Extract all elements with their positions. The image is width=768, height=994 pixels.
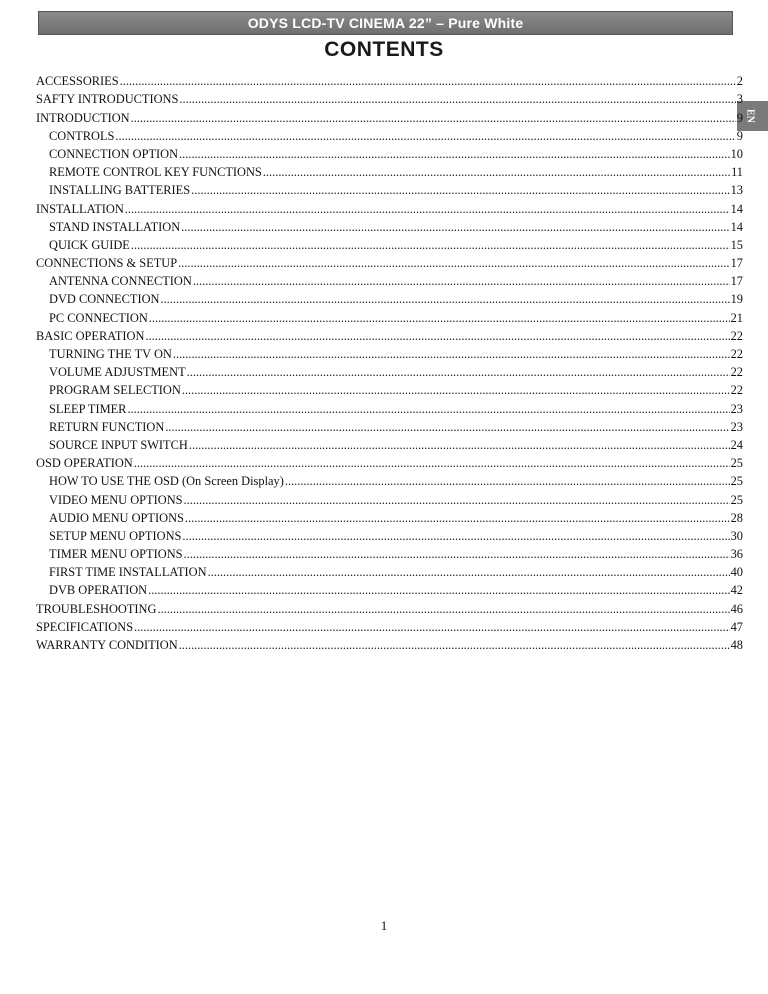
page-number: 1	[380, 918, 388, 933]
toc-entry-label: SETUP MENU OPTIONS	[49, 528, 182, 543]
toc-entry-page-number: 22	[730, 383, 743, 398]
toc-entry[interactable]	[36, 634, 743, 652]
toc-dot-leader	[181, 220, 729, 234]
toc-dot-leader	[178, 256, 729, 270]
toc-entry-page-number: 21	[730, 310, 743, 325]
toc-dot-leader	[185, 511, 730, 525]
toc-entry-label: DVB OPERATION	[49, 583, 148, 598]
toc-entry-label: PROGRAM SELECTION	[49, 383, 181, 398]
toc-entry-label: TURNING THE TV ON	[49, 347, 172, 361]
language-tab-label: EN	[744, 109, 756, 123]
toc-dot-leader	[157, 602, 729, 616]
toc-entry[interactable]	[36, 452, 743, 470]
toc-dot-leader	[187, 365, 730, 379]
toc-entry-page-number: 40	[730, 565, 743, 580]
toc-entry[interactable]	[36, 507, 743, 525]
toc-entry-label: VOLUME ADJUSTMENT	[49, 365, 186, 380]
toc-entry[interactable]	[36, 143, 743, 161]
toc-dot-leader	[131, 111, 736, 125]
toc-dot-leader	[165, 420, 729, 434]
toc-entry-page-number: 23	[730, 401, 743, 416]
toc-entry[interactable]	[36, 361, 743, 379]
toc-dot-leader	[208, 565, 730, 579]
toc-dot-leader	[191, 183, 729, 197]
toc-entry-label: INTRODUCTION	[36, 110, 130, 125]
toc-entry-label: SPECIFICATIONS	[36, 619, 134, 634]
toc-entry[interactable]	[36, 288, 743, 306]
toc-entry-label: STAND INSTALLATION	[49, 219, 181, 234]
toc-dot-leader	[179, 92, 735, 106]
toc-entry-label: BASIC OPERATION	[36, 328, 145, 343]
toc-entry-page-number: 22	[730, 365, 743, 380]
toc-entry[interactable]	[36, 270, 743, 288]
toc-dot-leader	[179, 638, 730, 652]
toc-entry-label: SAFTY INTRODUCTIONS	[36, 92, 179, 107]
toc-dot-leader	[127, 402, 729, 416]
toc-entry-label: REMOTE CONTROL KEY FUNCTIONS	[49, 165, 262, 180]
toc-dot-leader	[173, 347, 730, 361]
toc-entry[interactable]	[36, 434, 743, 452]
toc-entry[interactable]	[36, 179, 743, 197]
toc-entry-page-number: 46	[730, 601, 743, 616]
toc-entry[interactable]	[36, 397, 743, 415]
page-title: CONTENTS	[324, 38, 444, 61]
toc-entry-page-number: 22	[730, 347, 743, 361]
toc-entry-label: FIRST TIME INSTALLATION	[49, 565, 207, 580]
toc-entry-label: ACCESSORIES	[36, 74, 119, 89]
toc-entry-label: CONTROLS	[49, 128, 115, 143]
toc-dot-leader	[182, 383, 730, 397]
document-header-title: ODYS LCD-TV CINEMA 22” – Pure White	[247, 15, 524, 31]
toc-entry-label: TROUBLESHOOTING	[36, 601, 157, 616]
toc-dot-leader	[131, 238, 730, 252]
toc-entry-page-number: 9	[736, 110, 743, 125]
toc-entry-page-number: 15	[730, 237, 743, 252]
toc-entry[interactable]	[36, 470, 743, 488]
toc-entry[interactable]	[36, 88, 743, 106]
toc-entry[interactable]	[36, 125, 743, 143]
toc-dot-leader	[184, 547, 730, 561]
toc-entry-page-number: 14	[730, 219, 743, 234]
toc-entry-page-number: 13	[730, 183, 743, 198]
toc-entry-label: INSTALLING BATTERIES	[49, 183, 191, 198]
toc-entry-label: QUICK GUIDE	[49, 237, 130, 252]
toc-entry[interactable]	[36, 216, 743, 234]
toc-entry[interactable]	[36, 343, 743, 361]
toc-entry-label: OSD OPERATION	[36, 456, 133, 471]
table-of-contents	[36, 70, 743, 652]
toc-entry-label: SOURCE INPUT SWITCH	[49, 437, 188, 452]
toc-entry-page-number: 47	[730, 619, 743, 634]
toc-entry-label: TIMER MENU OPTIONS	[49, 547, 183, 562]
toc-entry-page-number: 28	[730, 510, 743, 525]
toc-entry-page-number: 10	[730, 146, 743, 161]
toc-entry[interactable]	[36, 106, 743, 124]
toc-entry[interactable]	[36, 525, 743, 543]
toc-entry-page-number: 30	[730, 528, 743, 543]
toc-entry[interactable]	[36, 70, 743, 88]
toc-entry-label: ANTENNA CONNECTION	[49, 274, 192, 289]
toc-entry-page-number: 36	[730, 547, 743, 562]
toc-entry-label: CONNECTION OPTION	[49, 146, 179, 161]
toc-entry-page-number: 3	[736, 92, 743, 107]
toc-dot-leader	[134, 620, 730, 634]
document-header-bar	[38, 11, 733, 35]
toc-entry-label: PC CONNECTION	[49, 310, 148, 325]
toc-entry-page-number: 11	[731, 165, 743, 180]
toc-entry[interactable]	[36, 488, 743, 506]
toc-dot-leader	[125, 202, 730, 216]
toc-entry[interactable]	[36, 197, 743, 215]
toc-entry[interactable]	[36, 306, 743, 324]
toc-dot-leader	[145, 329, 729, 343]
toc-entry-label: WARRANTY CONDITION	[36, 638, 178, 652]
toc-dot-leader	[189, 438, 730, 452]
toc-entry-page-number: 14	[730, 201, 743, 216]
toc-dot-leader	[148, 583, 730, 597]
toc-dot-leader	[179, 147, 730, 161]
toc-entry-label: HOW TO USE THE OSD (On Screen Display)	[49, 474, 284, 489]
toc-entry-label: RETURN FUNCTION	[49, 419, 165, 434]
toc-entry[interactable]	[36, 597, 743, 615]
toc-dot-leader	[134, 456, 730, 470]
toc-dot-leader	[160, 292, 729, 306]
toc-entry-page-number: 2	[736, 74, 743, 89]
toc-entry-page-number: 48	[730, 638, 743, 652]
toc-entry-page-number: 24	[730, 437, 743, 452]
toc-entry-page-number: 42	[730, 583, 743, 598]
toc-entry-page-number: 17	[730, 274, 743, 289]
toc-entry[interactable]	[36, 616, 743, 634]
toc-entry-page-number: 23	[730, 419, 743, 434]
toc-entry[interactable]	[36, 252, 743, 270]
toc-dot-leader	[182, 529, 729, 543]
toc-entry-label: DVD CONNECTION	[49, 292, 160, 307]
toc-entry[interactable]	[36, 379, 743, 397]
toc-dot-leader	[285, 474, 730, 488]
toc-entry-label: AUDIO MENU OPTIONS	[49, 510, 184, 525]
toc-entry-page-number: 9	[736, 128, 743, 143]
toc-entry-page-number: 25	[730, 474, 743, 489]
toc-entry-label: CONNECTIONS & SETUP	[36, 256, 178, 271]
toc-entry[interactable]	[36, 543, 743, 561]
toc-dot-leader	[263, 165, 730, 179]
toc-entry[interactable]	[36, 325, 743, 343]
toc-entry-page-number: 19	[730, 292, 743, 307]
toc-entry-page-number: 17	[730, 256, 743, 271]
toc-entry-label: SLEEP TIMER	[49, 401, 127, 416]
toc-dot-leader	[120, 74, 736, 88]
toc-entry-page-number: 25	[730, 492, 743, 507]
toc-dot-leader	[115, 129, 735, 143]
toc-entry[interactable]	[36, 579, 743, 597]
toc-entry[interactable]	[36, 234, 743, 252]
toc-dot-leader	[193, 274, 730, 288]
toc-entry[interactable]	[36, 416, 743, 434]
toc-entry-label: INSTALLATION	[36, 201, 124, 216]
toc-entry[interactable]	[36, 561, 743, 579]
toc-dot-leader	[184, 493, 730, 507]
toc-entry-page-number: 25	[730, 456, 743, 471]
toc-entry-page-number: 22	[730, 328, 743, 343]
toc-dot-leader	[149, 311, 730, 325]
toc-entry[interactable]	[36, 161, 743, 179]
toc-entry-label: VIDEO MENU OPTIONS	[49, 492, 183, 507]
